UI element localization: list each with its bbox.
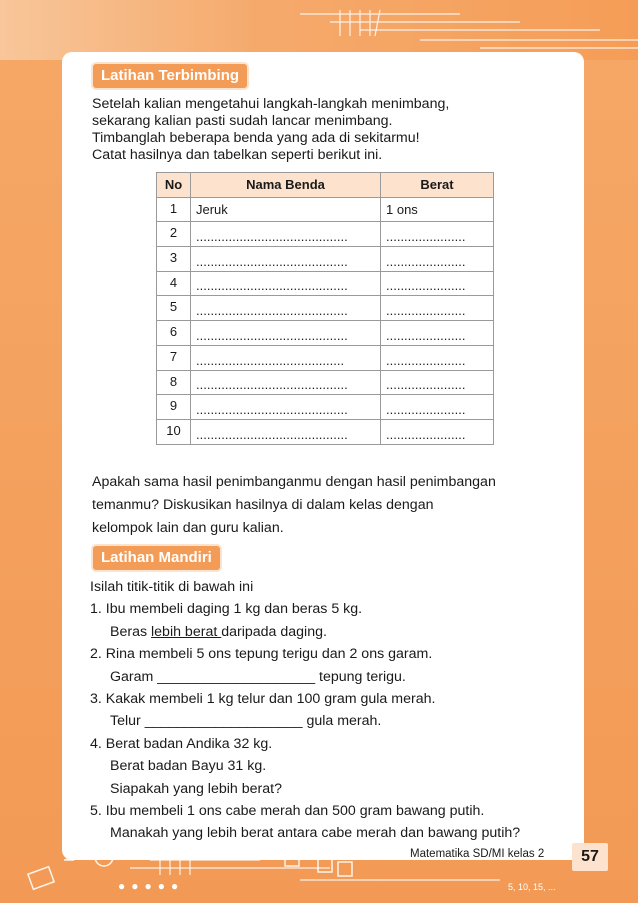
intro-line: Setelah kalian mengetahui langkah-langkah menimbang, — [92, 96, 450, 112]
row-name: .......................................... — [191, 321, 381, 346]
header-berat: Berat — [381, 173, 494, 198]
exercise-list — [90, 576, 520, 845]
exercise-item-2-blank: Garam ____________________ tepung terigu. — [110, 668, 406, 685]
row-name: .......................................... — [191, 395, 381, 420]
row-berat: ...................... — [381, 345, 494, 370]
discussion-line: kelompok lain dan guru kalian. — [92, 520, 284, 536]
exercise-item-4-line2: Berat badan Bayu 31 kg. — [110, 758, 267, 775]
exercise-item-1-answer — [90, 621, 520, 643]
section-label-latihan-mandiri: Latihan Mandiri — [93, 546, 220, 570]
table-row — [157, 321, 494, 346]
row-berat: ...................... — [381, 370, 494, 395]
answer-underlined: lebih berat — [151, 623, 222, 640]
row-no: 5 — [157, 296, 191, 321]
table-row — [157, 395, 494, 420]
exercise-instruction: Isilah titik-titik di bawah ini — [90, 579, 254, 595]
table-header-row — [157, 173, 494, 198]
table-row — [157, 370, 494, 395]
row-name: Jeruk — [191, 197, 381, 222]
intro-line: Catat hasilnya dan tabelkan seperti berikut ini. — [92, 147, 383, 163]
row-no: 4 — [157, 271, 191, 296]
exercise-item-3-blank: Telur ____________________ gula merah. — [110, 713, 382, 730]
header-no: No — [157, 173, 191, 198]
row-berat: ...................... — [381, 247, 494, 272]
row-berat: ...................... — [381, 321, 494, 346]
row-no: 7 — [157, 345, 191, 370]
exercise-item-4-question: Siapakah yang lebih berat? — [110, 780, 282, 797]
table-row — [157, 197, 494, 222]
exercise-item-2: 2. Rina membeli 5 ons tepung terigu dan 2 ons garam. — [90, 646, 433, 663]
row-no: 6 — [157, 321, 191, 346]
book-title: Matematika SD/MI kelas 2 — [410, 848, 545, 860]
row-berat: 1 ons — [381, 197, 494, 222]
footer-dots: ●●●●● — [118, 879, 185, 893]
row-berat: ...................... — [381, 419, 494, 444]
table-row — [157, 247, 494, 272]
exercise-item-5: 5. Ibu membeli 1 ons cabe merah dan 500 gram bawang putih. — [90, 803, 485, 820]
header-nama-benda: Nama Benda — [191, 173, 381, 198]
exercise-item-4: 4. Berat badan Andika 32 kg. — [90, 735, 273, 752]
table-row — [157, 271, 494, 296]
row-name: .......................................... — [191, 271, 381, 296]
discussion-line: temanmu? Diskusikan hasilnya di dalam kelas dengan — [92, 497, 434, 513]
row-berat: ...................... — [381, 296, 494, 321]
exercise-item-1: 1. Ibu membeli daging 1 kg dan beras 5 kg. — [90, 601, 363, 618]
footer-sequence: 5, 10, 15, ... — [508, 882, 556, 892]
row-no: 9 — [157, 395, 191, 420]
row-berat: ...................... — [381, 222, 494, 247]
row-name: .......................................... — [191, 296, 381, 321]
intro-line: Timbanglah beberapa benda yang ada di sekitarmu! — [92, 130, 420, 146]
answer-suffix: daripada daging. — [221, 623, 327, 640]
row-berat: ...................... — [381, 395, 494, 420]
row-name: .......................................... — [191, 222, 381, 247]
row-no: 3 — [157, 247, 191, 272]
row-name: .......................................... — [191, 247, 381, 272]
page-number: 57 — [572, 843, 608, 871]
weighing-table — [156, 172, 494, 445]
table-row — [157, 345, 494, 370]
row-no: 10 — [157, 419, 191, 444]
row-no: 1 — [157, 197, 191, 222]
row-no: 2 — [157, 222, 191, 247]
table-row — [157, 296, 494, 321]
table-row — [157, 222, 494, 247]
discussion-line: Apakah sama hasil penimbanganmu dengan hasil penimbangan — [92, 474, 496, 490]
section-label-latihan-terbimbing: Latihan Terbimbing — [93, 64, 247, 88]
row-name: .......................................... — [191, 419, 381, 444]
exercise-item-3: 3. Kakak membeli 1 kg telur dan 100 gram gula merah. — [90, 691, 436, 708]
row-no: 8 — [157, 370, 191, 395]
top-decoration — [0, 0, 638, 60]
table-row — [157, 419, 494, 444]
answer-prefix: Beras — [110, 623, 152, 640]
row-berat: ...................... — [381, 271, 494, 296]
exercise-item-5-question: Manakah yang lebih berat antara cabe merah dan bawang putih? — [110, 825, 521, 842]
intro-line: sekarang kalian pasti sudah lancar menimbang. — [92, 113, 393, 129]
row-name: .......................................... — [191, 370, 381, 395]
intro-paragraph — [92, 96, 449, 164]
row-name: ......................................... — [191, 345, 381, 370]
discussion-paragraph — [92, 471, 496, 540]
